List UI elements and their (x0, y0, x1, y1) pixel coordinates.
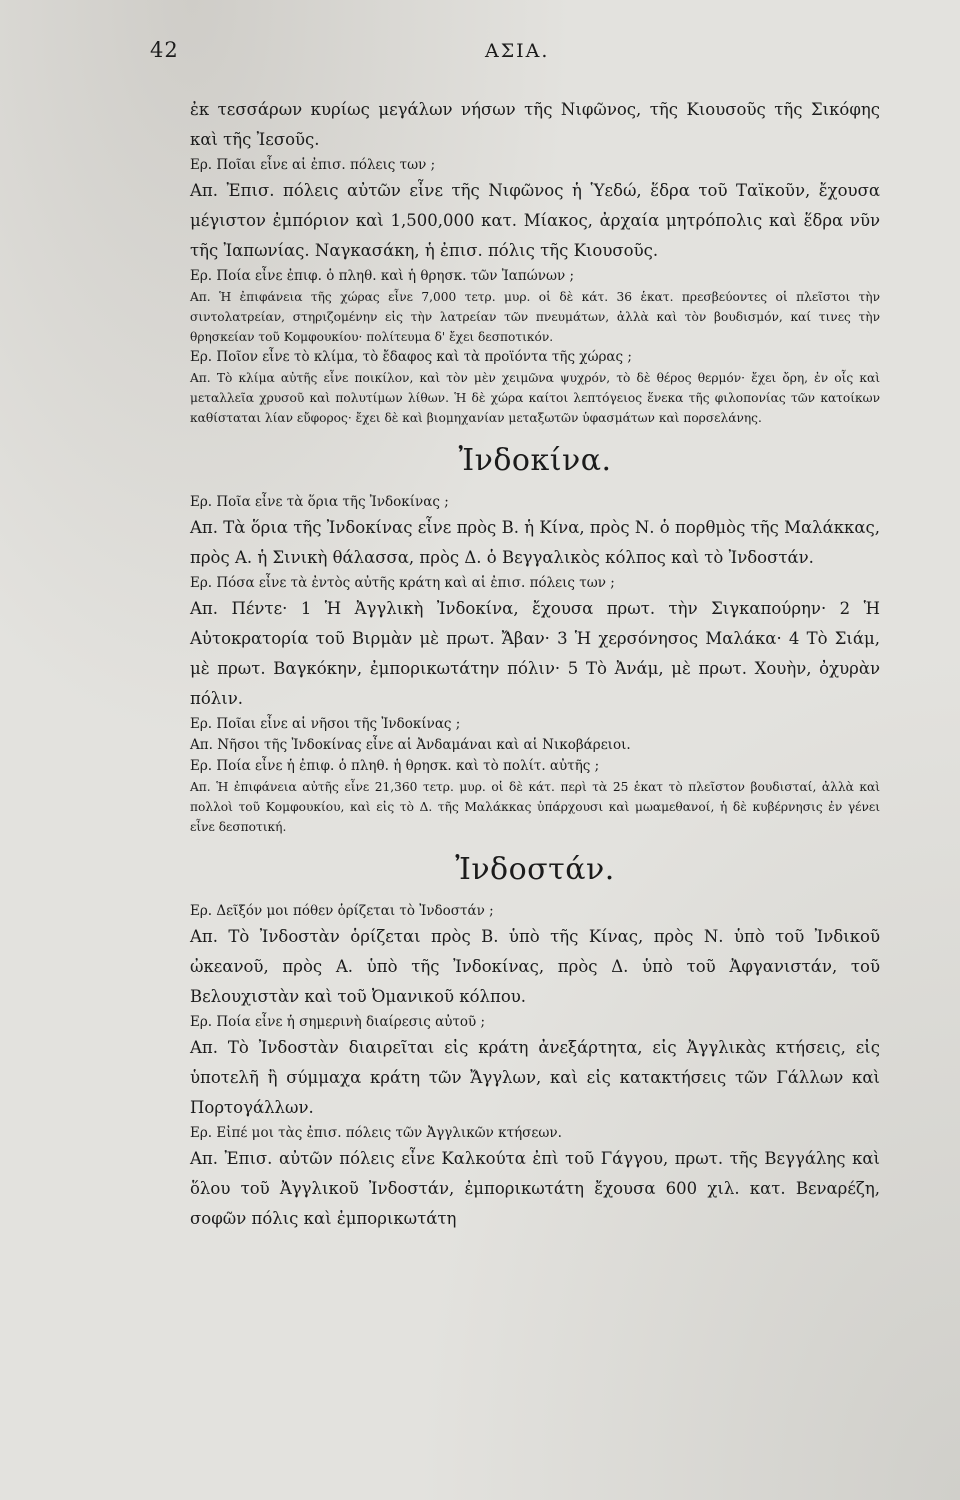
answer-paragraph: Απ. Τὸ Ἰνδοστὰν ὁρίζεται πρὸς Β. ὑπὸ τῆς Κίνας, πρὸς Ν. ὑπὸ τοῦ Ἰνδικοῦ ὠκεανοῦ, πρὸς Α. ὑπὸ τῆς Ἰνδοκίνας, πρὸς Δ. ὑπὸ τοῦ Ἀφγανιστάν, τοῦ Βελουχιστὰν καὶ τοῦ Ὀμανικοῦ κόλπου. (190, 927, 880, 1006)
answer-paragraph: Απ. Νῆσοι τῆς Ἰνδοκίνας εἶνε αἱ Ἀνδαμάναι καὶ αἱ Νικοβάρειοι. (190, 737, 631, 753)
question-paragraph: Ερ. Ποία εἶνε ἡ ἐπιφ. ὁ πληθ. ἡ θρησκ. καὶ τὸ πολίτ. αὐτῆς ; (190, 758, 600, 774)
page-header (150, 38, 870, 78)
question-paragraph: Ερ. Ποῖα εἶνε τὰ ὅρια τῆς Ἰνδοκίνας ; (190, 494, 449, 510)
question-paragraph: Ερ. Ποῖαι εἶνε αἱ νῆσοι τῆς Ἰνδοκίνας ; (190, 716, 461, 732)
question-paragraph: Ερ. Ποία εἶνε ἐπιφ. ὁ πληθ. καὶ ἡ θρησκ. τῶν Ἰαπώνων ; (190, 268, 575, 284)
question-paragraph: Ερ. Ποία εἶνε ἡ σημερινὴ διαίρεσις αὐτοῦ ; (190, 1014, 486, 1030)
answer-paragraph: Απ. Τὰ ὅρια τῆς Ἰνδοκίνας εἶνε πρὸς Β. ἡ Κίνα, πρὸς Ν. ὁ πορθμὸς τῆς Μαλάκκας, πρὸς Α. ἡ Σινικὴ θάλασσα, πρὸς Δ. ὁ Βεγγαλικὸς κόλπος καὶ τὸ Ἰνδοστάν. (190, 518, 880, 567)
answer-paragraph: Απ. Ἐπισ. αὐτῶν πόλεις εἶνε Καλκούτα ἐπὶ τοῦ Γάγγου, πρωτ. τῆς Βεγγάλης καὶ ὅλου τοῦ Ἀγγλικοῦ Ἰνδοστάν, ἐμπορικωτάτη ἔχουσα 600 χιλ. κατ. Βεναρέζη, σοφῶν πόλις καὶ ἐμπορικωτάτη (190, 1149, 880, 1228)
answer-paragraph: Απ. Τὸ κλίμα αὐτῆς εἶνε ποικίλον, καὶ τὸν μὲν χειμῶνα ψυχρόν, τὸ δὲ θέρος θερμόν· ἔχει ὄρη, ἐν οἷς καὶ μεταλλεῖα χρυσοῦ καὶ πολυτίμων λίθων. Ἡ δὲ χώρα καίτοι λεπτόγειος ἕνεκα τῆς φιλοπονίας τῶν κατοίκων καθίσταται λίαν εὔφορος· ἔχει δὲ καὶ βιομηχανίαν μεταξωτῶν ὑφασμάτων καὶ πορσελάνης. (190, 371, 880, 425)
question-paragraph: Ερ. Ποῖον εἶνε τὸ κλίμα, τὸ ἔδαφος καὶ τὰ προϊόντα τῆς χώρας ; (190, 349, 632, 365)
body-text (190, 95, 880, 1234)
text-paragraph: ἐκ τεσσάρων κυρίως μεγάλων νήσων τῆς Νιφῶνος, τῆς Κιουσοῦς τῆς Σικόφης καὶ τῆς Ἰεσοῦς. (190, 100, 880, 149)
question-paragraph: Ερ. Πόσα εἶνε τὰ ἐντὸς αὐτῆς κράτη καὶ αἱ ἐπισ. πόλεις των ; (190, 575, 615, 591)
answer-paragraph: Απ. Ἐπισ. πόλεις αὐτῶν εἶνε τῆς Νιφῶνος ἡ Ὑεδώ, ἕδρα τοῦ Ταϊκοῦν, ἔχουσα μέγιστον ἐμπόριον καὶ 1,500,000 κατ. Μίακος, ἀρχαία μητρόπολις καὶ ἕδρα νῦν τῆς Ἰαπωνίας. Ναγκασάκη, ἡ ἐπισ. πόλις τῆς Κιουσοῦς. (190, 181, 880, 260)
page-number: 42 (150, 38, 179, 62)
answer-paragraph: Απ. Ἡ ἐπιφάνεια τῆς χώρας εἶνε 7,000 τετρ. μυρ. οἱ δὲ κάτ. 36 ἑκατ. πρεσβεύοντες οἱ πλεῖστοι τὴν σιντολατρείαν, στηριζομένην εἰς τὴν λατρείαν τῶν πνευμάτων, ἀλλὰ καὶ τὸν βουδισμόν, καί τινες τὴν θρησκείαν τοῦ Κομφουκίου· πολίτευμα δ' ἔχει δεσποτικόν. (190, 290, 880, 344)
question-paragraph: Ερ. Ποῖαι εἶνε αἱ ἐπισ. πόλεις των ; (190, 157, 436, 173)
section-title-indochina: Ἰνδοκίνα. (458, 443, 612, 478)
running-head: ΑΣΙΑ. (485, 40, 550, 62)
question-paragraph: Ερ. Εἰπέ μοι τὰς ἐπισ. πόλεις τῶν Ἀγγλικῶν κτήσεων. (190, 1125, 562, 1141)
answer-paragraph: Απ. Ἡ ἐπιφάνεια αὐτῆς εἶνε 21,360 τετρ. μυρ. οἱ δὲ κάτ. περὶ τὰ 25 ἑκατ τὸ πλεῖστον βουδισταί, ἀλλὰ καὶ πολλοὶ τοῦ Κομφουκίου, καὶ εἰς τὸ Δ. τῆς Μαλάκκας ὑπάρχουσι καὶ μωαμεθανοί, ἡ δὲ κυβέρνησις ἐν γένει εἶνε δεσποτική. (190, 780, 880, 834)
section-title-indostan: Ἰνδοστάν. (455, 852, 615, 887)
question-paragraph: Ερ. Δεῖξόν μοι πόθεν ὁρίζεται τὸ Ἰνδοστάν ; (190, 903, 494, 919)
answer-paragraph: Απ. Πέντε· 1 Ἡ Ἀγγλικὴ Ἰνδοκίνα, ἔχουσα πρωτ. τὴν Σιγκαπούρην· 2 Ἡ Αὐτοκρατορία τοῦ Βιρμὰν μὲ πρωτ. Ἄβαν· 3 Ἡ χερσόνησος Μαλάκα· 4 Τὸ Σιάμ, μὲ πρωτ. Βαγκόκην, ἐμπορικωτάτην πόλιν· 5 Τὸ Ἀνάμ, μὲ πρωτ. Χουὴν, ὀχυρὰν πόλιν. (190, 599, 880, 708)
answer-paragraph: Απ. Τὸ Ἰνδοστὰν διαιρεῖται εἰς κράτη ἀνεξάρτητα, εἰς Ἀγγλικὰς κτήσεις, εἰς ὑποτελῆ ἢ σύμμαχα κράτη τῶν Ἄγγλων, καὶ εἰς κατακτήσεις τῶν Γάλλων καὶ Πορτογάλλων. (190, 1038, 880, 1117)
